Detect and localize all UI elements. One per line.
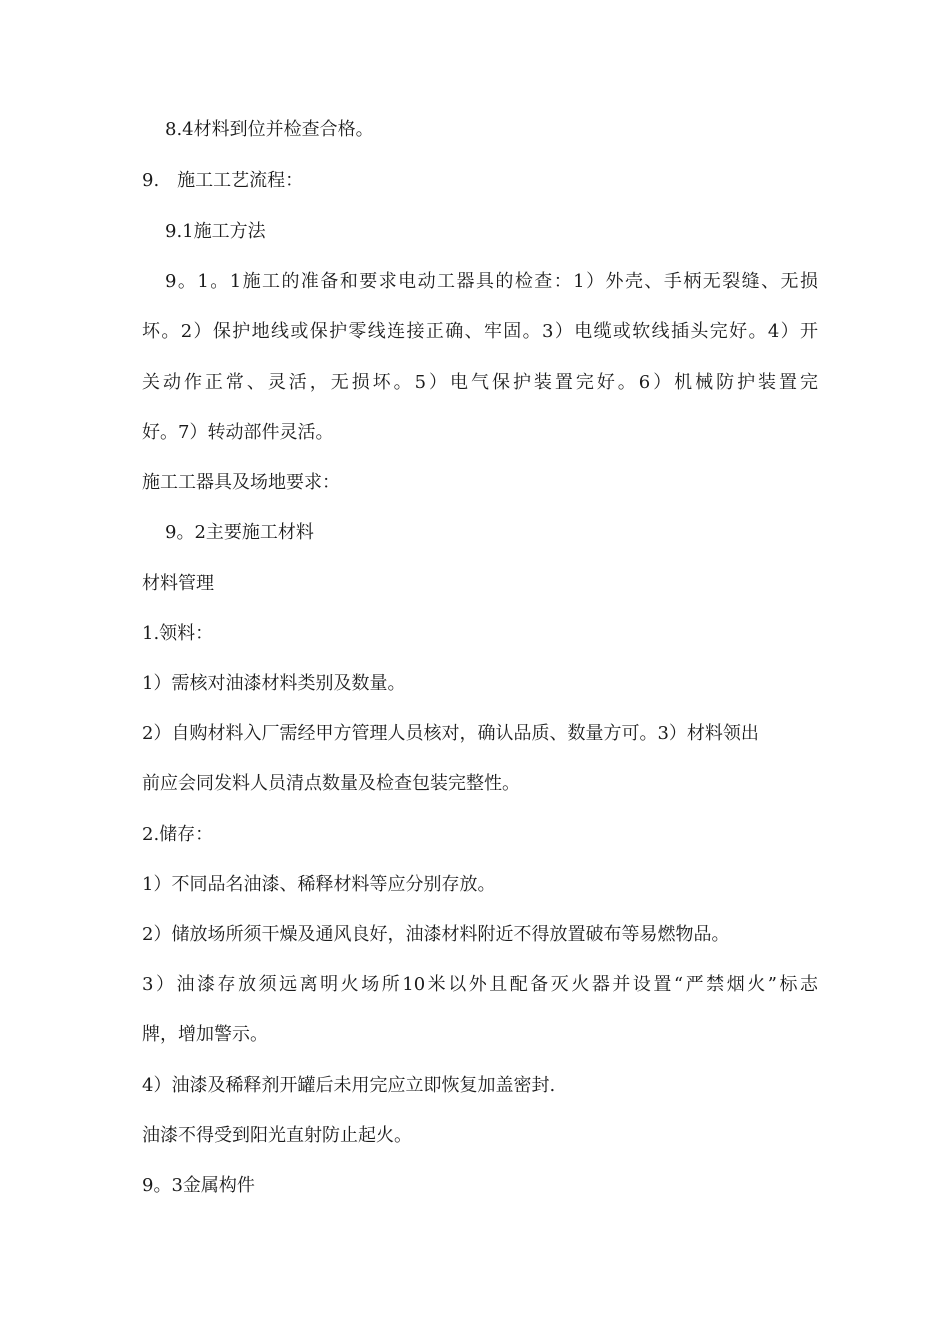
list-heading: 2.储存：	[142, 824, 214, 845]
list-item: 2）自购材料入厂需经甲方管理人员核对，确认品质、数量方可。3）材料领出	[142, 723, 759, 744]
paragraph-line: 关动作正常、灵活，无损坏。5）电气保护装置完好。6）机械防护装置完	[142, 372, 818, 393]
list-item: 4）油漆及稀释剂开罐后未用完应立即恢复加盖密封.	[142, 1075, 556, 1096]
subsection-heading: 9。2主要施工材料	[165, 522, 314, 543]
subsection-heading: 9.1施工方法	[165, 221, 266, 242]
list-item: 牌，增加警示。	[142, 1024, 268, 1045]
text-line: 材料管理	[142, 573, 214, 594]
text-line: 施工工器具及场地要求：	[142, 472, 340, 493]
list-item: 1）需核对油漆材料类别及数量。	[142, 673, 406, 694]
list-item: 1）不同品名油漆、稀释材料等应分别存放。	[142, 874, 496, 895]
text-line: 油漆不得受到阳光直射防止起火。	[142, 1125, 412, 1146]
subsection-heading: 9。3金属构件	[142, 1175, 255, 1196]
section-heading: 9. 施工工艺流程：	[142, 170, 304, 191]
list-heading: 1.领料：	[142, 623, 214, 644]
list-item: 2）储放场所须干燥及通风良好，油漆材料附近不得放置破布等易燃物品。	[142, 924, 730, 945]
list-item: 前应会同发料人员清点数量及检查包装完整性。	[142, 773, 520, 794]
paragraph-line: 坏。2）保护地线或保护零线连接正确、牢固。3）电缆或软线插头完好。4）开	[142, 321, 818, 342]
text-line: 8.4材料到位并检查合格。	[165, 119, 374, 140]
list-item: 3）油漆存放须远离明火场所10米以外且配备灭火器并设置“严禁烟火”标志	[142, 974, 818, 995]
paragraph-line: 9。1。1施工的准备和要求电动工器具的检查：1）外壳、手柄无裂缝、无损	[165, 271, 818, 292]
paragraph-line: 好。7）转动部件灵活。	[142, 422, 334, 443]
